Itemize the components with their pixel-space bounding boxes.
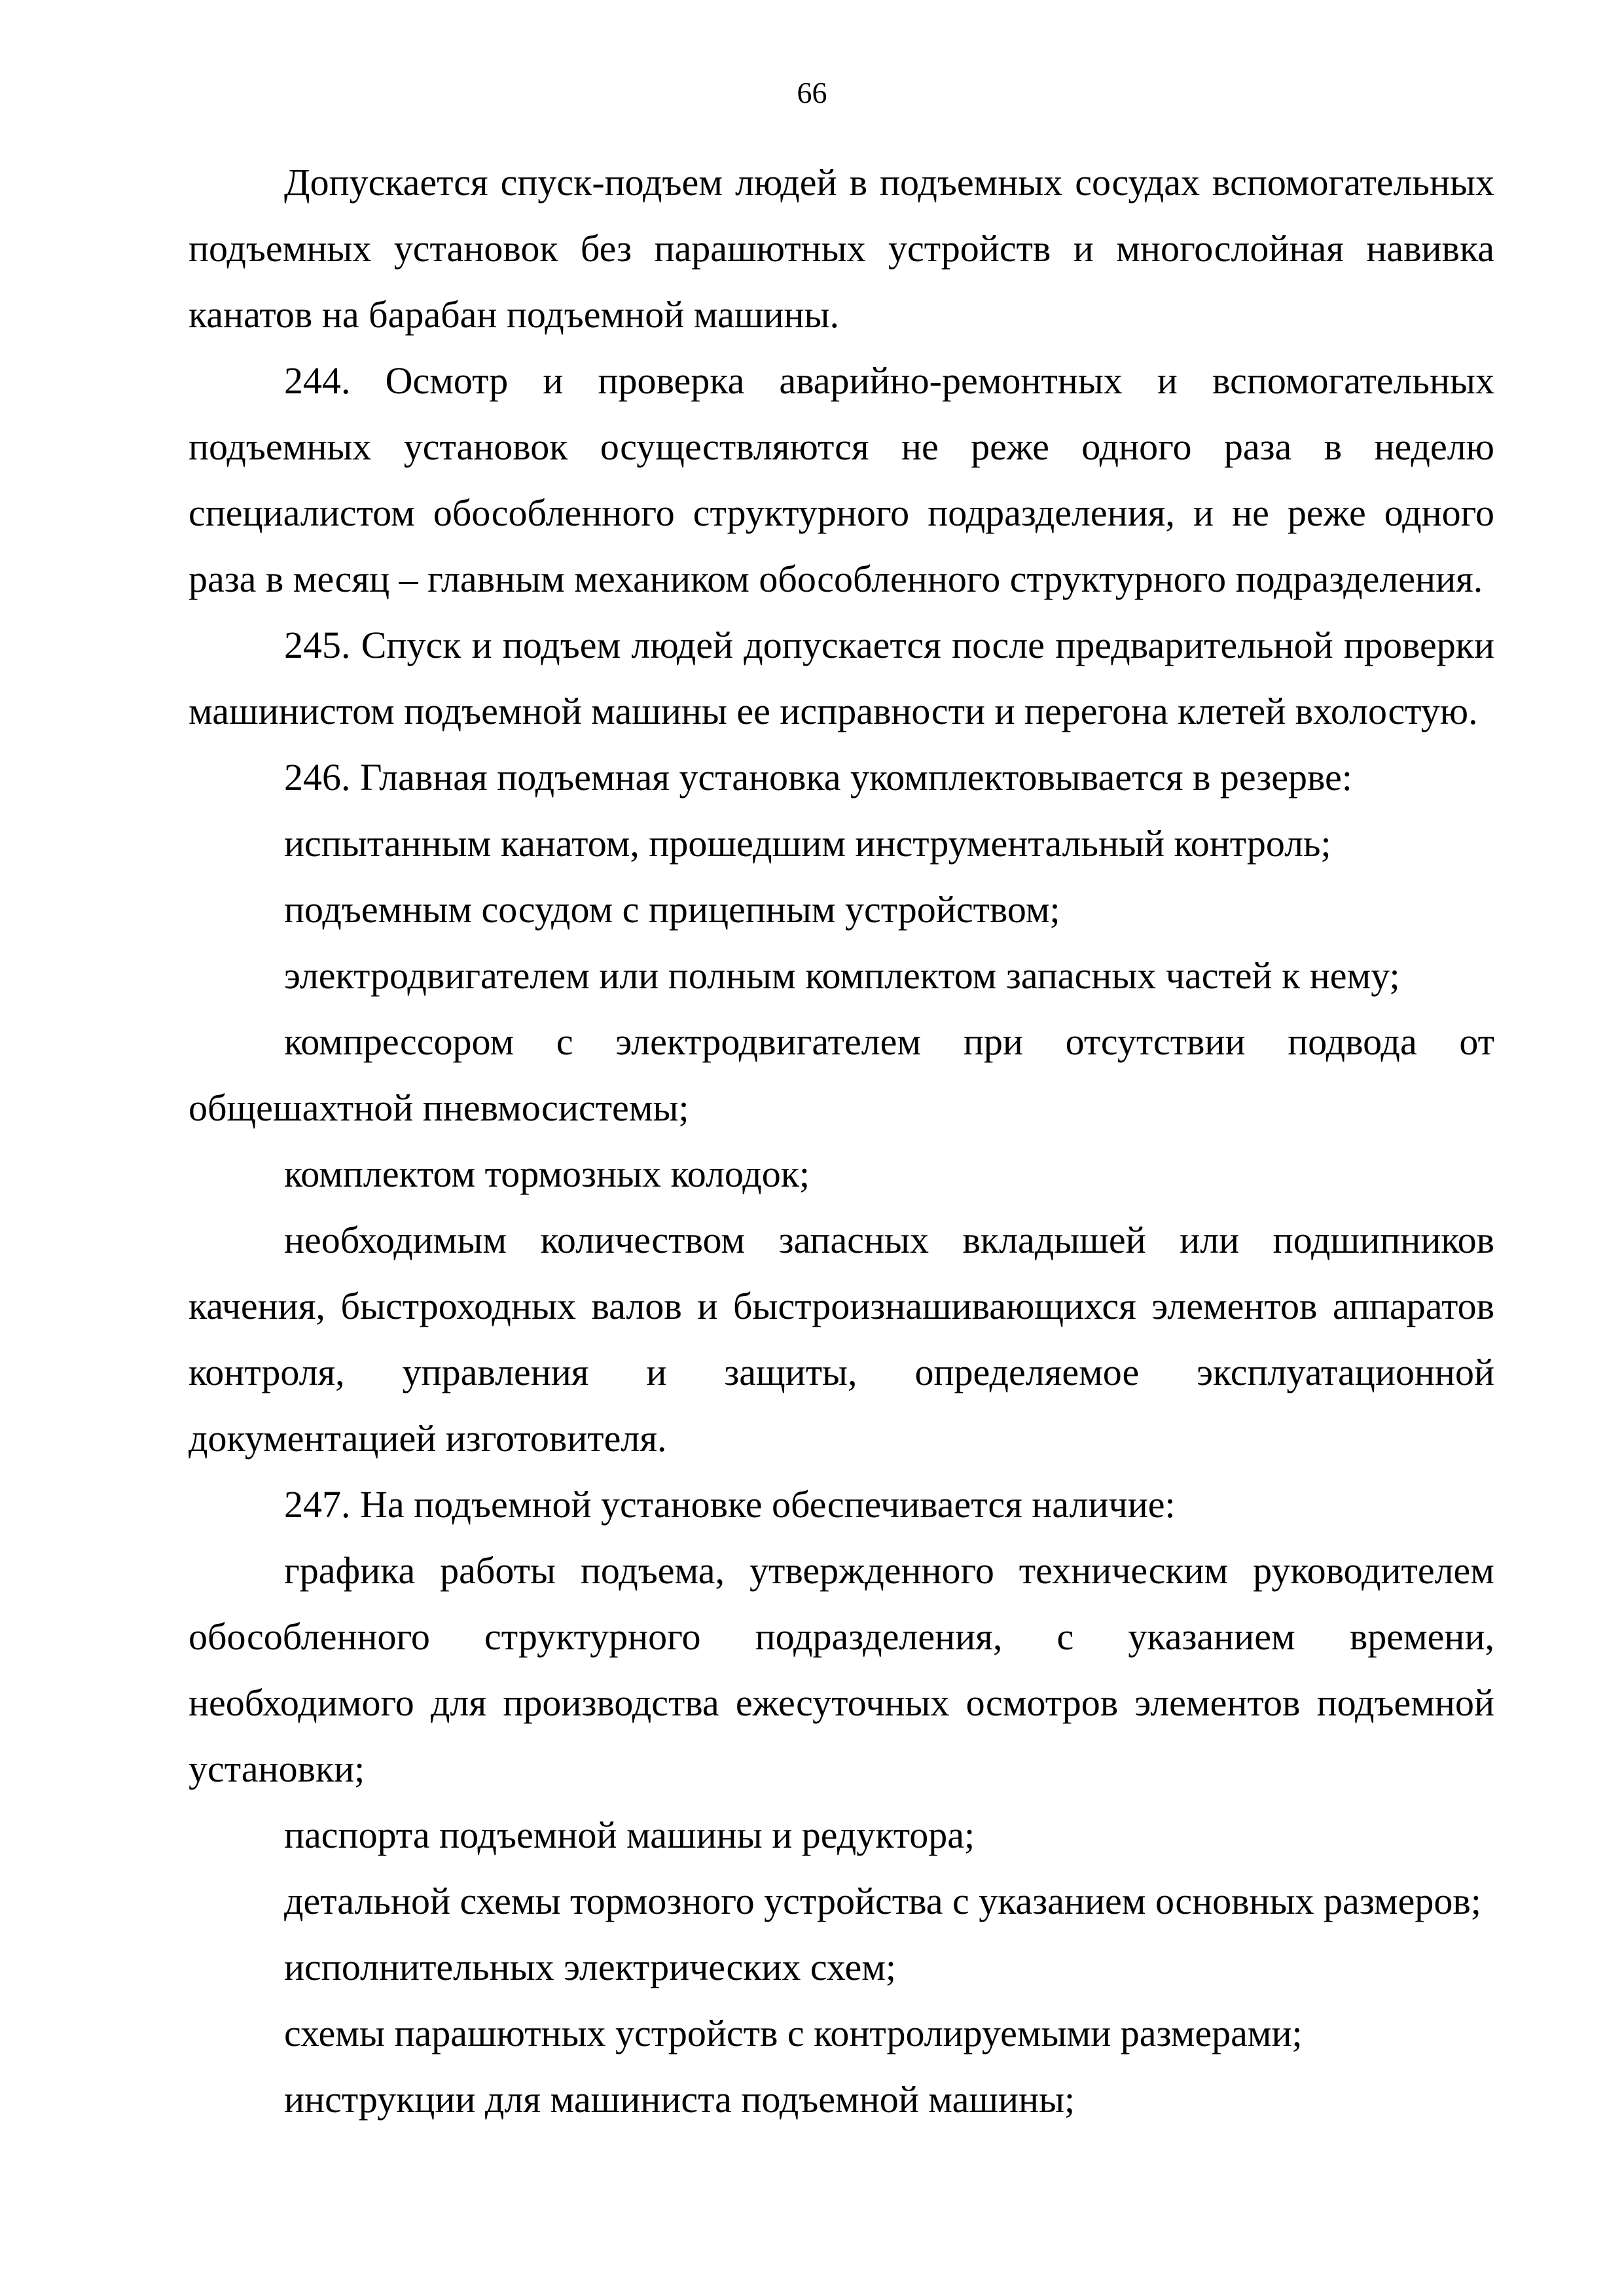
- list-item-brake-scheme: детальной схемы тормозного устройства с указанием основных размеров;: [284, 1880, 1481, 1922]
- paragraph-246-reserve-heading: 246. Главная подъемная установка укомплектовывается в резерве:: [284, 756, 1352, 798]
- paragraph-descent-ascent-permission: Допускается спуск-подъем людей в подъемных сосудах вспомогательных подъемных установок без парашютных устройств и многослойная навивка канатов на барабан подъемной машины.: [189, 161, 1494, 336]
- paragraph-245-people-transport: 245. Спуск и подъем людей допускается после предварительной проверки машинистом подъемной машины ее исправности и перегона клетей вхолостую.: [189, 624, 1494, 732]
- list-item-operator-instructions: инструкции для машиниста подъемной машины;: [284, 2078, 1075, 2121]
- document-body: [189, 149, 1494, 2132]
- list-item-machine-passport: паспорта подъемной машины и редуктора;: [284, 1814, 975, 1856]
- list-item-electric-motor: электродвигателем или полным комплектом запасных частей к нему;: [284, 954, 1400, 997]
- list-item-parachute-scheme: схемы парашютных устройств с контролируемыми размерами;: [284, 2012, 1303, 2054]
- list-item-tested-rope: испытанным канатом, прошедшим инструментальный контроль;: [284, 822, 1331, 865]
- paragraph-244-inspection: 244. Осмотр и проверка аварийно-ремонтных и вспомогательных подъемных установок осуществляются не реже одного раза в неделю специалистом обособленного структурного подразделения, и не реже одного раза в месяц – главным механиком обособленного структурного подразделения.: [189, 359, 1494, 600]
- list-item-compressor: компрессором с электродвигателем при отсутствии подвода от общешахтной пневмосистемы;: [189, 1020, 1494, 1129]
- list-item-spare-bearings: необходимым количеством запасных вкладышей или подшипников качения, быстроходных валов и быстроизнашивающихся элементов аппаратов контроля, управления и защиты, определяемое эксплуатационной документацией изготовителя.: [189, 1219, 1494, 1460]
- page-number: 66: [797, 76, 827, 109]
- list-item-electrical-schemes: исполнительных электрических схем;: [284, 1946, 897, 1988]
- list-item-brake-shoes: комплектом тормозных колодок;: [284, 1153, 810, 1195]
- list-item-lifting-vessel: подъемным сосудом с прицепным устройством;: [284, 888, 1060, 931]
- list-item-work-schedule: графика работы подъема, утвержденного техническим руководителем обособленного структурного подразделения, с указанием времени, необходимого для производства ежесуточных осмотров элементов подъемной установки;: [189, 1549, 1494, 1790]
- paragraph-247-required-documents-heading: 247. На подъемной установке обеспечивается наличие:: [284, 1483, 1176, 1526]
